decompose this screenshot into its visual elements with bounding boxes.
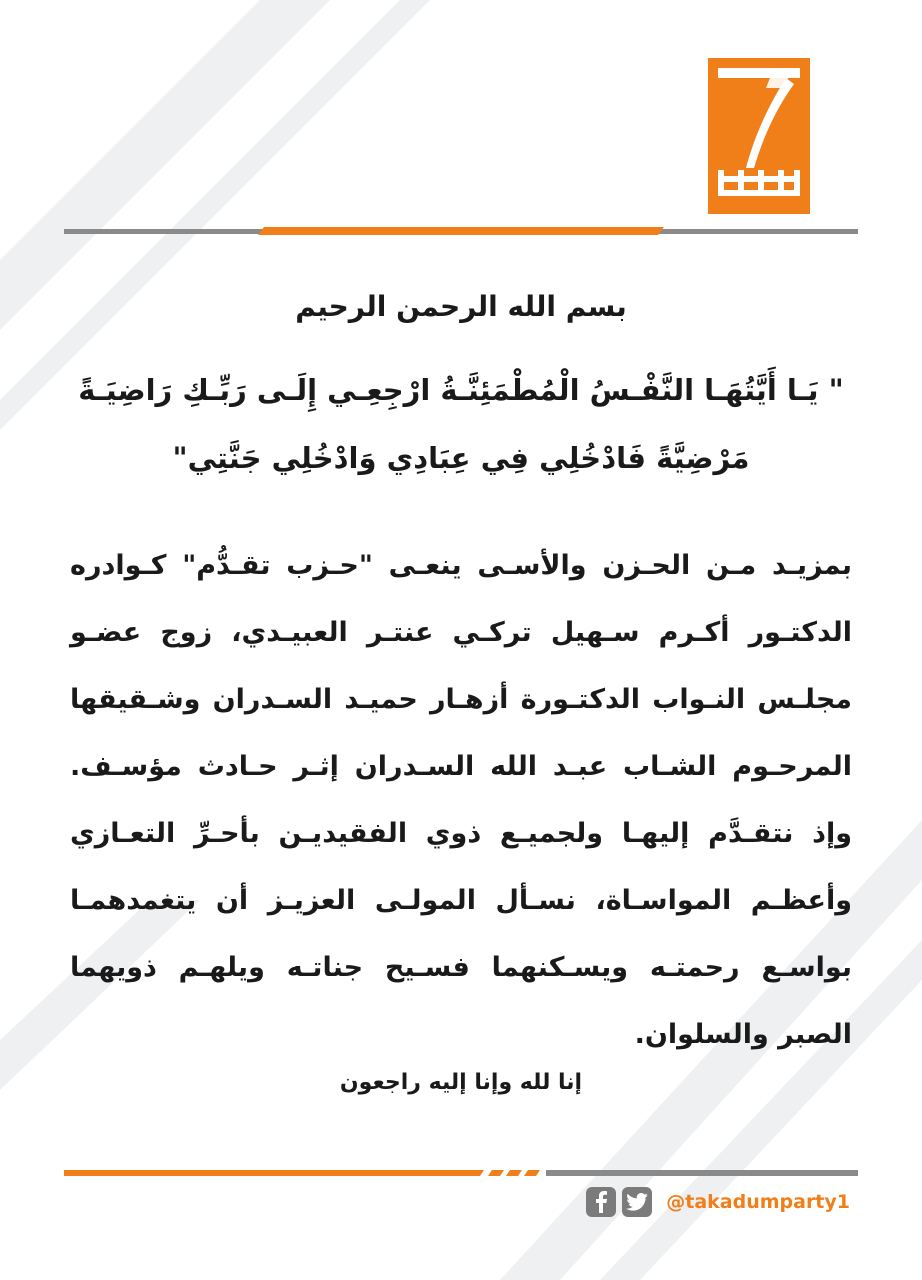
- condolence-message: بمزيـد مـن الحـزن والأسـى ينعـى "حـزب تقـدُّم" كـوادره الدكتـور أكـرم سـهيل تركـي عنتـر العبيـدي، زوج عضـو مجلـس النـواب الدكتـورة أزهـار حميـد السـدران وشـقيقها المرحـوم الشـاب عبـد الله السـدران إثـر حـادث مؤسـف. وإذ نتقـدَّم إليهـا ولجميـع ذوي الفقيديـن بأحـرِّ التعـازي وأعظـم المواسـاة، نسـأل المولـى العزيـز أن يتغمدهمـا بواسـع رحمتـه ويسـكنهما فسـيح جناتـه ويلهـم ذويهما الصبر والسلوان.: [70, 550, 852, 1050]
- social-footer: [586, 1184, 850, 1220]
- social-handle[interactable]: @takadumparty1: [666, 1191, 850, 1213]
- closing-phrase: إنا لله وإنا إليه راجعون: [339, 1070, 583, 1095]
- takadum-party-logo-icon: [708, 58, 810, 214]
- quran-verse: " يَـا أَيَّتُهَـا النَّفْـسُ الْمُطْمَئِنَّـةُ ارْجِعِـي إِلَـى رَبِّـكِ رَاضِيَـةً مَرْضِيَّةً فَادْخُلِي فِي عِبَادِي وَادْخُلِي جَنَّتِي": [78, 373, 844, 475]
- facebook-icon[interactable]: [586, 1187, 616, 1217]
- basmala-heading: بسم الله الرحمن الرحيم: [295, 290, 627, 323]
- bottom-divider: [64, 1168, 858, 1176]
- top-divider: [64, 227, 858, 235]
- twitter-icon[interactable]: [622, 1187, 652, 1217]
